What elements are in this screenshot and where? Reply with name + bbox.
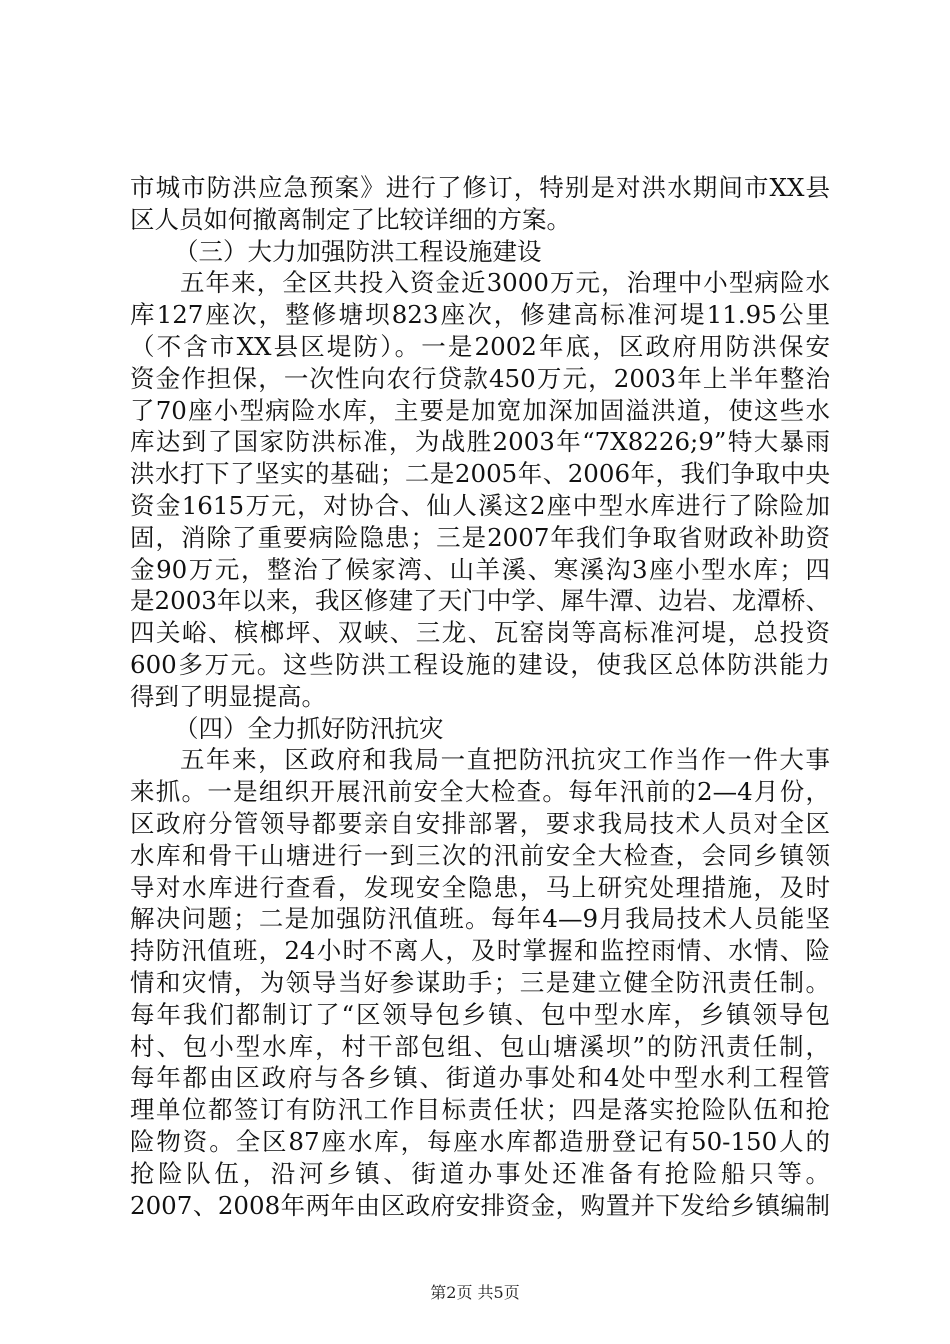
text-line: 固，消除了重要病险隐患；三是2007年我们争取省财政补助资 xyxy=(130,522,830,552)
text-line: 区政府分管领导都要亲自安排部署，要求我局技术人员对全区 xyxy=(130,808,830,838)
text-line: 导对水库进行查看，发现安全隐患，马上研究处理措施，及时 xyxy=(130,872,830,902)
section-heading: （三）大力加强防洪工程设施建设 xyxy=(174,236,542,266)
text-line: 村、包小型水库，村干部包组、包山塘溪坝”的防汛责任制， xyxy=(130,1031,830,1061)
text-line: 洪水打下了坚实的基础；二是2005年、2006年，我们争取中央 xyxy=(130,459,830,489)
text-line: 险物资。全区87座水库，每座水库都造册登记有50-150人的 xyxy=(130,1126,830,1156)
text-line: 五年来，全区共投入资金近3000万元，治理中小型病险水 xyxy=(180,268,830,298)
text-line: 来抓。一是组织开展汛前安全大检查。每年汛前的2—4月份， xyxy=(130,777,830,807)
text-line: 抢险队伍，沿河乡镇、街道办事处还准备有抢险船只等。 xyxy=(130,1158,830,1188)
text-line: 情和灾情，为领导当好参谋助手；三是建立健全防汛责任制。 xyxy=(130,967,830,997)
document-body xyxy=(130,172,830,1221)
text-line: 是2003年以来，我区修建了天门中学、犀牛潭、边岩、龙潭桥、 xyxy=(130,586,830,616)
text-line: 解决问题；二是加强防汛值班。每年4—9月我局技术人员能坚 xyxy=(130,904,830,934)
text-line: 资金1615万元，对协合、仙人溪这2座中型水库进行了除险加 xyxy=(130,490,830,520)
text-line: 五年来，区政府和我局一直把防汛抗灾工作当作一件大事 xyxy=(180,745,830,775)
text-line: 资金作担保，一次性向农行贷款450万元，2003年上半年整治 xyxy=(130,363,830,393)
text-line: 持防汛值班，24小时不离人，及时掌握和监控雨情、水情、险 xyxy=(130,936,830,966)
text-line: 每年我们都制订了“区领导包乡镇、包中型水库，乡镇领导包 xyxy=(130,999,830,1029)
text-line: 四关峪、槟榔坪、双峡、三龙、瓦窑岗等高标准河堤，总投资 xyxy=(130,618,830,648)
text-line: 库达到了国家防洪标准，为战胜2003年“7X8226;9”特大暴雨 xyxy=(130,427,830,457)
text-line: 水库和骨干山塘进行一到三次的汛前安全大检查，会同乡镇领 xyxy=(130,840,830,870)
text-line: 理单位都签订有防汛工作目标责任状；四是落实抢险队伍和抢 xyxy=(130,1095,830,1125)
text-line: 区人员如何撤离制定了比较详细的方案。 xyxy=(130,204,571,234)
section-heading: （四）全力抓好防汛抗灾 xyxy=(174,713,444,743)
text-line: 金90万元，整治了候家湾、山羊溪、寒溪沟3座小型水库；四 xyxy=(130,554,830,584)
text-line: 每年都由区政府与各乡镇、街道办事处和4处中型水利工程管 xyxy=(130,1063,830,1093)
page-footer: 第2页 共5页 xyxy=(430,1283,520,1302)
text-line: 得到了明显提高。 xyxy=(130,681,326,711)
text-line: 2007、2008年两年由区政府安排资金，购置并下发给乡镇编制 xyxy=(130,1190,830,1220)
text-line: 库127座次，整修塘坝823座次，修建高标准河堤11.95公里 xyxy=(130,300,830,330)
text-line: 600多万元。这些防洪工程设施的建设，使我区总体防洪能力 xyxy=(130,649,830,679)
text-line: （不含市XX县区堤防）。一是2002年底，区政府用防洪保安 xyxy=(130,331,830,361)
text-line: 了70座小型病险水库，主要是加宽加深加固溢洪道，使这些水 xyxy=(130,395,830,425)
text-line: 市城市防洪应急预案》进行了修订，特别是对洪水期间市XX县 xyxy=(130,173,830,202)
